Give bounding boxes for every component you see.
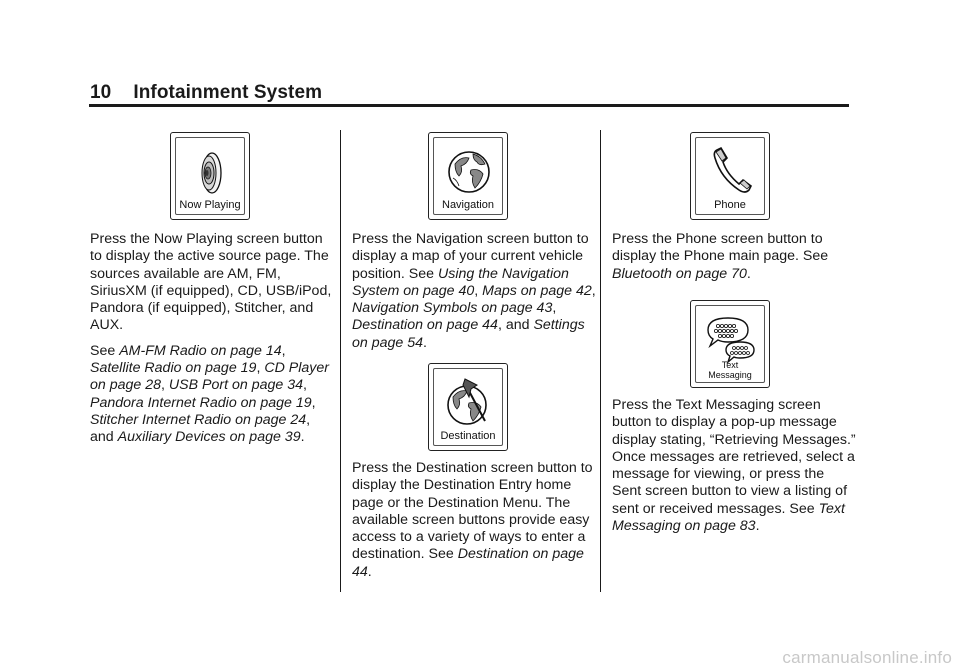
- navigation-paragraph: Press the Navigation screen button to display a map of your current vehicle position. See Using the Navigation System on page 40, Maps on page 42, Navigation Symbols on page 43, Destination on page 44, and Settings on page 54.: [352, 231, 596, 351]
- now-playing-button[interactable]: [170, 132, 250, 220]
- now-playing-label: Now Playing: [179, 199, 241, 211]
- text-messaging-button[interactable]: [690, 300, 770, 388]
- page-header: [90, 82, 322, 104]
- xref-using-navigation[interactable]: Using the Navigation System on page 40: [352, 265, 569, 299]
- destination-label: Destination: [440, 430, 496, 442]
- text-messaging-label: Text Messaging: [708, 360, 752, 380]
- column-3-top: [612, 231, 857, 291]
- xref-stitcher[interactable]: Stitcher Internet Radio on page 24: [90, 411, 307, 428]
- xref-maps[interactable]: Maps on page 42: [482, 282, 592, 299]
- xref-navigation-symbols[interactable]: Navigation Symbols on page 43: [352, 300, 553, 317]
- xref-destination[interactable]: Destination on page 44: [352, 317, 498, 334]
- text-messaging-paragraph: Press the Text Messaging screen button to display a pop-up message display stating, “Retrieving Messages.” Once messages are retrieved, select a message for viewing, or press the Sent screen button to view a listing of sent or received messages. See Text Messaging on page 83.: [612, 397, 856, 535]
- destination-paragraph: Press the Destination screen button to display the Destination Entry home page or the Destination Menu. The available screen buttons provide easy access to a variety of ways to enter a destination. See Destination on page 44.: [352, 460, 593, 580]
- speaker-icon: [189, 144, 233, 200]
- header-rule: [89, 104, 849, 107]
- xref-cd-player[interactable]: CD Player on page 28: [90, 360, 329, 394]
- globe-pin-icon: [447, 375, 493, 431]
- phone-button[interactable]: [690, 132, 770, 220]
- column-3-bottom: [612, 397, 857, 543]
- xref-bluetooth[interactable]: Bluetooth on page 70: [612, 265, 747, 282]
- column-1: [90, 231, 335, 455]
- xref-destination-2[interactable]: Destination on page 44: [352, 546, 584, 580]
- phone-paragraph: Press the Phone screen button to display the Phone main page. See Bluetooth on page 70.: [612, 231, 829, 282]
- globe-icon: [447, 144, 493, 200]
- xref-settings[interactable]: Settings on page 54: [352, 317, 585, 351]
- navigation-label: Navigation: [442, 199, 494, 211]
- watermark: carmanualsonline.info: [782, 648, 952, 667]
- navigation-button[interactable]: [428, 132, 508, 220]
- column-2-top: [352, 231, 597, 360]
- xref-am-fm-radio[interactable]: AM-FM Radio on page 14: [119, 342, 282, 359]
- column-divider-1: [340, 130, 341, 592]
- xref-text-messaging[interactable]: Text Messaging on page 83: [612, 500, 845, 535]
- destination-button[interactable]: [428, 363, 508, 451]
- page-number: 10: [90, 82, 112, 103]
- phone-label: Phone: [714, 199, 746, 211]
- see-references-paragraph: See AM-FM Radio on page 14, Satellite Radio on page 19, CD Player on page 28, USB Port on page 34, Pandora Internet Radio on page 19, Stitcher Internet Radio on page 24, and Auxiliary Devices on page 39.: [90, 342, 329, 446]
- section-title: Infotainment System: [133, 82, 323, 103]
- xref-auxiliary-devices[interactable]: Auxiliary Devices on page 39: [117, 429, 301, 446]
- column-2-bottom: [352, 460, 597, 589]
- column-divider-2: [600, 130, 601, 592]
- xref-pandora[interactable]: Pandora Internet Radio on page 19: [90, 394, 312, 411]
- xref-usb-port[interactable]: USB Port on page 34: [168, 377, 303, 394]
- phone-handset-icon: [709, 144, 755, 200]
- now-playing-paragraph: Press the Now Playing screen button to display the active source page. The sources available are AM, FM, SiriusXM (if equipped), CD, USB/iPod, Pandora (if equipped), Stitcher, and AUX.: [90, 231, 332, 334]
- xref-satellite-radio[interactable]: Satellite Radio on page 19: [90, 360, 257, 377]
